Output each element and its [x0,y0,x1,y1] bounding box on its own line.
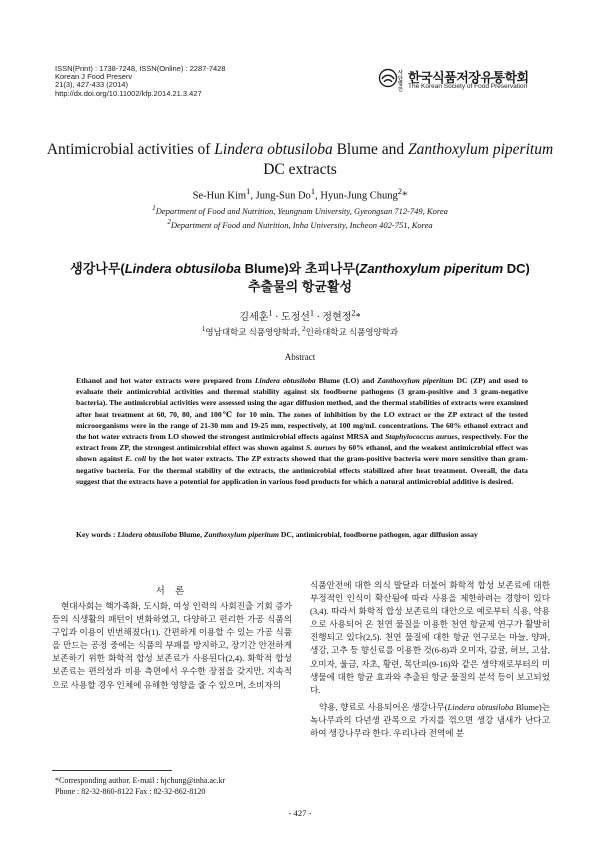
affil-text: 영남대학교 식품영양학과, [205,326,303,337]
keywords-text: Blume, [177,530,205,539]
title-text: DC) [503,261,530,276]
affiliation-line [40,203,560,217]
intro-paragraph [310,701,550,740]
affil-text: 인하대학교 식품영양학과 [305,326,399,337]
title-species: Lindera obtusiloba [124,261,241,276]
affiliation-line [40,217,560,231]
corresponding-author-note [55,775,225,797]
author-affil-mark: 1 [268,308,273,318]
author-separator: · [272,312,281,323]
title-text: 생강나무( [70,261,125,276]
abstract-text: Ethanol and hot water extracts were prepared from [76,376,255,385]
title-text: Antimicrobial activities of [46,141,215,158]
author-affil-mark: 1 [246,186,251,196]
society-logo [378,64,568,94]
abstract-body [76,375,528,487]
affil-number: 2 [167,217,171,226]
society-type-label: 사단법인 [398,70,403,93]
affil-text: Department of Food and Nutrition, Inha University, Incheon 402-751, Korea [170,219,433,230]
abstract-text: DC (ZP) and used to evaluate their antimicrobial activities and thermal stability against six foodborne pathogens (3 gram-positive and 3 gram-negative bacteria). The antimicrobial activities were assessed using the agar diffusion method, and the thermal stabilities of extracts were examined after heat treatment at 60, 70, 80, and 100℃ for 10 min. The zones of inhibition by the LO extract or the ZP extract of the tested microorganisms were in the range of 21-30 mm and 19-25 mm, respectively, at 100 mg/mL concentrations. The 60% ethanol extract and the hot water extracts from LO showed the strongest antimicrobial effects against MRSA and [76,376,528,442]
volume-issue: 21(3), 427-433 (2014) [55,80,128,90]
article-title-en [40,140,560,180]
author-name: Se-Hun Kim [192,190,247,202]
author-name: 김세훈 [239,312,269,323]
footnote-divider [52,770,172,771]
author-separator: , [315,190,321,202]
journal-info [55,65,226,98]
author-list-en [40,186,560,202]
author-affil-mark: 2 [397,186,403,196]
corresponding-email: *Corresponding author. E-mail : hjchung@inha.ac.kr [55,776,226,785]
species-name: Staphylococcus aurues [385,432,458,442]
author-affil-mark: 1 [309,308,315,318]
title-text: DC extracts [263,161,337,178]
keywords [76,529,528,540]
article-title-kr [40,260,560,296]
author-name: 도정선 [280,312,310,323]
intro-right-column [310,579,550,740]
journal-abbrev: Korean J Food Preserv [55,72,133,82]
page-number: - 427 - [288,808,312,818]
species-name: S. aurues [306,443,337,453]
intro-paragraph: 식품안전에 대한 의식 발달과 더불어 화학적 합성 보존료에 대한 부정적인 인식이 확산됨에 따라 사용을 제한하려는 경향이 있다(3,4). 따라서 화학적 합성 보존료의 대안으로 예로부터 식용, 약용으로 사용되어 온 천연 물질을 이용한 천연 항균제 연구가 활발히 진행되고 있다(2,5). 천연 물질에 대한 항균 연구로는 마늘, 양파, 생강, 고추 등 향신료를 이용한 것(6-8)과 오미자, 감귤, 허브, 고삼, 오미자, 울금, 자초, 황련, 목단피(9-16)와 같은 생약재로부터의 미생물에 대한 항균 효과와 추출된 항균 물질의 분석 등이 보고되었다. [310,580,550,695]
paragraph-text: Blume)는 녹나무과의 다년생 관목으로 가지를 꺾으면 생강 냄새가 난다고 하여 생강나무라 한다. 우리나라 전역에 분 [310,701,550,739]
affil-text: Department of Food and Nutrition, Yeungnam University, Gyeongsan 712-749, Korea [155,205,448,216]
author-separator: , [250,190,256,202]
paragraph-text: 약용, 향료로 사용되어온 생강나무( [319,701,448,712]
species-name: E. coli [125,454,147,464]
author-affil-mark: 1 [310,186,316,196]
affiliations-en [40,203,560,231]
affil-number: 1 [152,204,156,212]
society-name-kr: 한국식품저장유통학회 [408,70,529,85]
abstract-text: Blume (LO) and [315,376,378,385]
author-name: Jung-Sun Do [255,190,311,202]
abstract-text: by the hot water extracts. The ZP extracts showed that the gram-positive bacteria were more sensitive than gram-negative bacteria. For the thermal stability of the extracts, the antimicrobial effects stabilized after heat treatment. Overall, the data suggest that the extracts have a potential for application in various food products for which a natural antimicrobial additive is desired. [76,454,529,486]
affil-number: 1 [201,325,206,333]
society-emblem-icon [378,68,398,88]
author-list-kr [40,308,560,323]
affiliations-kr [40,325,560,338]
affil-number: 2 [302,325,306,333]
keywords-label: Key words : [76,530,118,539]
title-species: Zanthoxylum piperitum [408,141,554,158]
corresponding-mark: * [402,190,408,202]
author-name: Hyun-Jung Chung [320,190,398,202]
species-name: Lindera obtusiloba [254,376,316,385]
keywords-text: DC, antimicrobial, foodborne pathogen, agar diffusion assay [278,530,478,539]
keyword-species: Lindera obtusiloba [117,530,178,539]
doi-link[interactable]: http://dx.doi.org/10.11002/kfp.2014.21.3.427 [55,88,202,98]
abstract-heading: Abstract [284,352,316,362]
corresponding-mark: * [355,312,361,323]
author-affil-mark: 2 [351,308,356,318]
abstract-text: by 60% ethanol, and the weakest antimicrobial effect was shown against [76,443,529,464]
author-name: 정현정 [322,312,352,323]
intro-left-column: 현대사회는 핵가족화, 도시화, 여성 인력의 사회진출 기회 증가 등의 식생활의 패턴이 변화하였고, 다양하고 편리한 가공 식품의 구입과 이용이 빈번해졌다(1). 간편하게 이용할 수 있는 가공 식품을 만드는 공정 중에는 식품의 부패를 방지하고, 장기간 안전하게 보존하기 위한 화학적 합성 보존료가 사용된다(2,4). 화학적 합성 보존료는 편의성과 비용 측면에서 우수한 장점을 갖지만, 지속적으로 사용할 경우 인체에 유해한 영향을 줄 수 있으며, 소비자의 [52,601,292,690]
title-species: Lindera obtusiloba [214,141,333,158]
title-text: Blume)와 초피나무( [241,261,360,276]
issn-line: ISSN(Print) : 1738-7248, ISSN(Online) : 2287-7428 [55,64,226,73]
title-kr-line [40,260,560,278]
section-heading-introduction: 서 론 [155,587,189,597]
species-name: Lindera obtusiloba [447,701,514,712]
author-separator: · [314,312,323,323]
abstract-text: , respectively. For the extract from ZP, the strongest antimicrobial effect was shown against [76,432,528,453]
title-species: Zanthoxylum piperitum [359,261,504,276]
society-name-en: The Korean Society of Food Preservation [408,83,528,90]
title-kr-line: 추출물의 항균활성 [247,279,353,294]
corresponding-phone: Phone : 82-32-860-8122 Fax : 82-32-862-8120 [55,787,206,796]
keyword-species: Zanthoxylum piperitum [204,530,279,539]
title-text: Blume and [332,141,409,158]
species-name: Zanthoxylum piperitum [377,376,454,385]
